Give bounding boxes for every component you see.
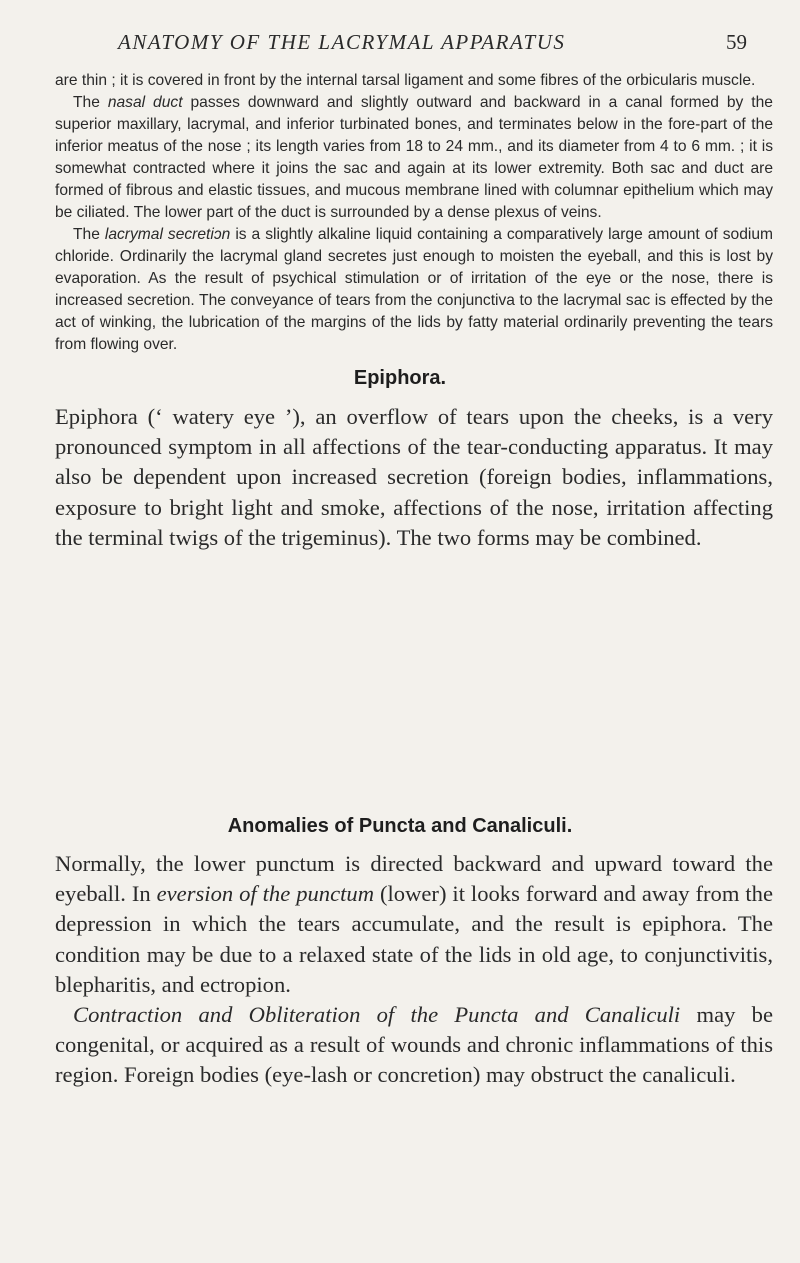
paragraph	[55, 402, 773, 553]
italic-term: lacrymal secretiɔn	[104, 226, 231, 243]
italic-term: Contraction and Obliteration of the Puncta and Canaliculi	[73, 1002, 681, 1028]
italic-term: nasal duct	[107, 94, 183, 111]
paragraph-text: The	[73, 94, 100, 111]
paragraph-text: Normally, the lower punctum is directed backward and upward toward the eyeball. In	[55, 851, 773, 907]
paragraph	[55, 1000, 773, 1091]
paragraph	[55, 224, 773, 356]
paragraph	[55, 70, 773, 92]
epiphora-text-block	[55, 402, 773, 553]
paragraph	[55, 92, 773, 224]
running-title: ANATOMY OF THE LACRYMAL APPARATUS	[118, 30, 566, 54]
section-heading-anomalies: Anomalies of Puncta and Canaliculi.	[227, 815, 573, 837]
page-number: 59	[726, 30, 747, 54]
paragraph-text: Epiphora (‘ watery eye ’), an overflow of tears upon the cheeks, is a very pronounced symptom in all affections of the tear-conducting apparatus. It may also be dependent upon increased secretion (foreign bodies, inflammations, exposure to bright light and smoke, affections of the nose, irritation affecting the terminal twigs of the trigeminus). The two forms may be combined.	[55, 404, 773, 550]
paragraph-text: may be congenital, or acquired as a result of wounds and chronic inflammations of this region. Foreign bodies (eye-lash or concretion) may obstruct the canaliculi.	[55, 1002, 774, 1088]
paragraph-text: passes downward and slightly outward and backward in a canal formed by the superior maxillary, lacrymal, and inferior turbinated bones, and terminates below in the fore-part of the inferior meatus of the nose ; its length varies from 18 to 24 mm., and its diameter from 4 to 6 mm. ; it is somewhat contracted where it joins the sac and again at its lower extremity. Both sac and duct are formed of fibrous and elastic tissues, and mucous membrane lined with columnar epithelium which may be ciliated. The lower part of the duct is surrounded by a dense plexus of veins.	[55, 94, 773, 221]
paragraph-text: is a slightly alkaline liquid containing a comparatively large amount of sodium chloride. Ordinarily the lacrymal gland secretes just enough to moisten the eyeball, and this is lost by evaporation. As the result of psychical stimulation or of irritation of the eye or the nose, there is increased secretion. The conveyance of tears from the conjunctiva to the lacrymal sac is effected by the act of winking, the lubrication of the margins of the lids by fatty material ordinarily preventing the tears from flowing over.	[55, 226, 773, 353]
section-heading-epiphora: Epiphora.	[353, 367, 447, 389]
anomalies-text-block	[55, 849, 773, 1091]
paragraph	[55, 849, 773, 1000]
italic-term: eversion of the punctum	[156, 881, 375, 907]
paragraph-text: The	[73, 226, 100, 243]
intro-text-block	[55, 70, 773, 356]
paragraph-text: (lower) it looks forward and away from the depression in which the tears accumulate, and the result is epiphora. The condition may be due to a relaxed state of the lids in old age, to conjunctivitis, blepharitis, and ectropion.	[55, 881, 773, 997]
running-header	[0, 30, 800, 60]
paragraph-text: are thin ; it is covered in front by the internal tarsal ligament and some fibres of the orbicularis muscle.	[55, 72, 756, 89]
